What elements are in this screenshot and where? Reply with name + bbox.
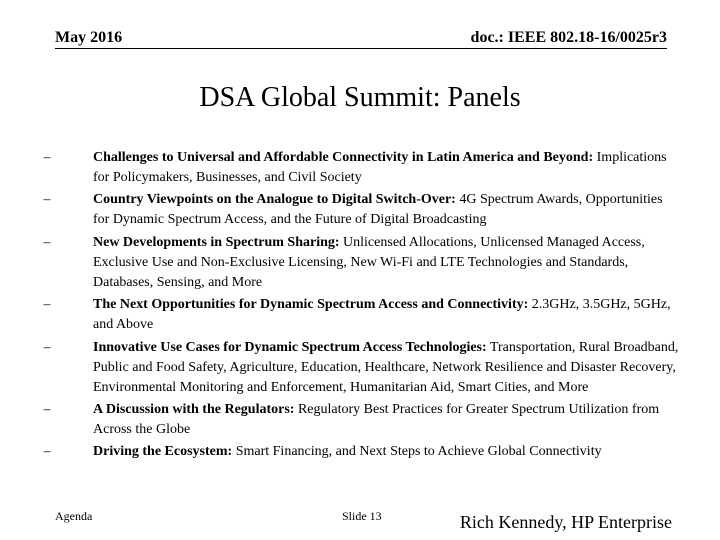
footer-author: Rich Kennedy, HP Enterprise [459,512,672,532]
header-doc-id: doc.: IEEE 802.18-16/0025r3 [470,29,667,46]
item-text: Transportation, Rural Broadband, Public and Food Safety, Agriculture, Education, Healthcare, Network Resilience and Disaster Recovery, Environmental Monitoring and Enforcement, Humanitarian Aid, Smart Cities, and More [93,339,679,395]
item-heading: New Developments in Spectrum Sharing: [93,234,340,250]
item-heading: The Next Opportunities for Dynamic Spectrum Access and Connectivity: [93,297,529,313]
item-heading: A Discussion with the Regulators: [93,401,295,417]
list-item [40,190,680,230]
item-text: Smart Financing, and Next Steps to Achieve Global Connectivity [235,444,602,460]
bullet-dash: – [43,297,51,313]
bullet-dash: – [43,192,51,208]
header-date: May 2016 [55,29,123,46]
bullet-dash: – [43,444,51,460]
item-heading: Driving the Ecosystem: [93,444,233,460]
bullet-dash: – [43,234,51,250]
item-text: 2.3GHz, 3.5GHz, 5GHz, and Above [93,297,671,333]
bullet-dash: – [43,401,51,417]
panel-list [40,148,680,465]
bullet-dash: – [43,339,51,355]
item-text: Implications for Policymakers, Businesses, and Civil Society [93,150,667,185]
bullet-dash: – [43,150,51,165]
item-heading: Challenges to Universal and Affordable Connectivity in Latin America and Beyond: [93,150,594,165]
slide-number: Slide 13 [342,509,382,523]
header-rule [55,48,667,49]
item-heading: Innovative Use Cases for Dynamic Spectrum Access Technologies: [93,339,487,355]
list-item [40,400,680,440]
list-item [40,233,680,293]
footer-section: Agenda [55,509,93,523]
item-text: 4G Spectrum Awards, Opportunities for Dynamic Spectrum Access, and the Future of Digital Broadcasting [93,192,663,228]
list-item [40,295,680,335]
item-text: Regulatory Best Practices for Greater Spectrum Utilization from Across the Globe [93,401,660,437]
slide-title: DSA Global Summit: Panels [199,82,521,113]
list-item [40,442,680,462]
list-item [40,338,680,398]
item-text: Unlicensed Allocations, Unlicensed Managed Access, Exclusive Use and Non-Exclusive Licensing, New Wi-Fi and LTE Technologies and Standards, Databases, Sensing, and More [93,234,645,290]
list-item [40,148,680,188]
item-heading: Country Viewpoints on the Analogue to Digital Switch-Over: [93,192,456,208]
